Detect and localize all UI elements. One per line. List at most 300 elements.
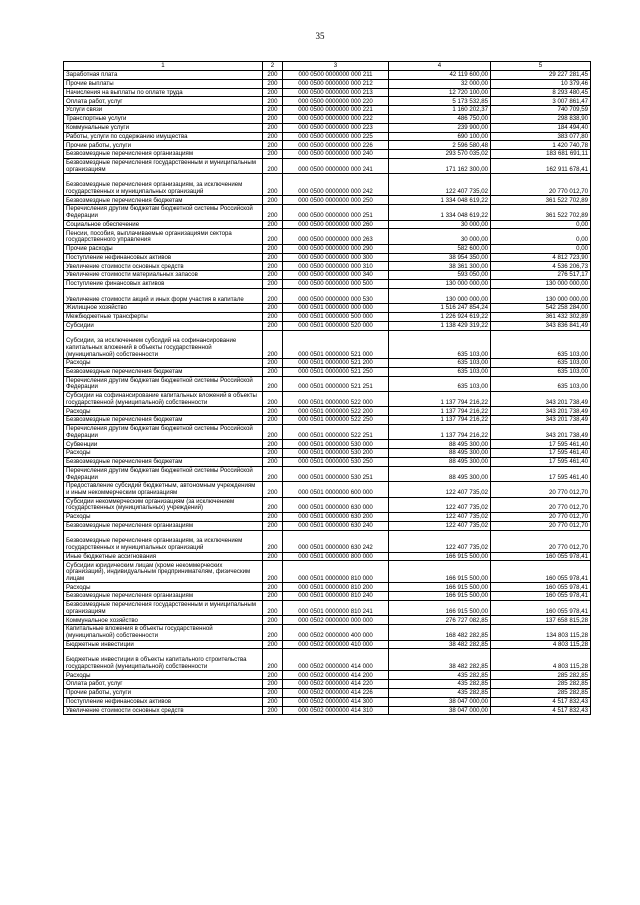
row-budget-code: 000 0502 0000000 414 300 bbox=[283, 697, 389, 706]
row-executed-amount: 160 055 978,41 bbox=[491, 592, 591, 601]
row-budget-code: 000 0501 0000000 630 240 bbox=[283, 521, 389, 530]
row-budget-code: 000 0500 0000000 000 212 bbox=[283, 79, 389, 88]
row-budget-code: 000 0502 0000000 414 200 bbox=[283, 671, 389, 680]
row-line-code: 200 bbox=[263, 482, 283, 497]
row-name: Безвозмездные перечисления организациям bbox=[64, 150, 263, 159]
row-budget-code: 000 0500 0000000 000 221 bbox=[283, 106, 389, 115]
table-row bbox=[64, 407, 591, 416]
row-name: Транспортные услуги bbox=[64, 114, 263, 123]
row-line-code: 200 bbox=[263, 625, 283, 640]
row-line-code: 200 bbox=[263, 706, 283, 715]
row-name: Предоставление субсидий бюджетным, автономным учреждениям и иным некоммерческим организациям bbox=[64, 482, 263, 497]
row-approved-amount: 88 495 300,00 bbox=[389, 466, 491, 481]
row-name: Коммунальные услуги bbox=[64, 123, 263, 132]
table-row bbox=[64, 97, 591, 106]
row-budget-code: 000 0500 0000000 000 242 bbox=[283, 174, 389, 196]
row-line-code: 200 bbox=[263, 616, 283, 625]
row-line-code: 200 bbox=[263, 497, 283, 512]
row-line-code: 200 bbox=[263, 458, 283, 467]
row-name: Оплата работ, услуг bbox=[64, 97, 263, 106]
table-row bbox=[64, 174, 591, 196]
row-approved-amount: 582 600,00 bbox=[389, 244, 491, 253]
row-line-code: 200 bbox=[263, 697, 283, 706]
row-budget-code: 000 0502 0000000 410 000 bbox=[283, 640, 389, 649]
row-executed-amount: 160 055 978,41 bbox=[491, 561, 591, 583]
row-name: Заработная плата bbox=[64, 71, 263, 80]
row-name: Безвозмездные перечисления государственным и муниципальным организациям bbox=[64, 601, 263, 616]
table-row bbox=[64, 592, 591, 601]
table-row bbox=[64, 321, 591, 330]
row-name: Поступление финансовых активов bbox=[64, 279, 263, 288]
row-approved-amount: 1 334 048 619,22 bbox=[389, 196, 491, 205]
table-row bbox=[64, 497, 591, 512]
table-row bbox=[64, 530, 591, 552]
row-budget-code: 000 0500 0000000 000 500 bbox=[283, 279, 389, 288]
row-name: Безвозмездные перечисления бюджетам bbox=[64, 416, 263, 425]
row-approved-amount: 38 047 000,00 bbox=[389, 697, 491, 706]
row-budget-code: 000 0501 0000000 521 251 bbox=[283, 376, 389, 391]
row-approved-amount: 1 138 429 319,22 bbox=[389, 321, 491, 330]
row-name: Безвозмездные перечисления бюджетам bbox=[64, 196, 263, 205]
row-name: Капитальные вложения в объекты государственной (муниципальной) собственности bbox=[64, 625, 263, 640]
row-executed-amount: 285 282,85 bbox=[491, 671, 591, 680]
row-line-code: 200 bbox=[263, 114, 283, 123]
row-name: Бюджетные инвестиции в объекты капитального строительства государственной (муниципальной) собственности bbox=[64, 649, 263, 671]
row-executed-amount: 635 103,00 bbox=[491, 359, 591, 368]
row-executed-amount: 162 911 678,41 bbox=[491, 158, 591, 173]
row-executed-amount: 130 000 000,00 bbox=[491, 279, 591, 288]
row-line-code: 200 bbox=[263, 196, 283, 205]
row-approved-amount: 486 750,00 bbox=[389, 114, 491, 123]
row-name: Услуги связи bbox=[64, 106, 263, 115]
row-executed-amount: 20 770 012,70 bbox=[491, 521, 591, 530]
row-approved-amount: 1 137 794 216,22 bbox=[389, 407, 491, 416]
table-row bbox=[64, 88, 591, 97]
row-budget-code: 000 0502 0000000 414 226 bbox=[283, 688, 389, 697]
row-name: Социальное обеспечение bbox=[64, 220, 263, 229]
table-row bbox=[64, 71, 591, 80]
row-budget-code: 000 0500 0000000 000 241 bbox=[283, 158, 389, 173]
column-header-5: 5 bbox=[491, 62, 591, 71]
row-budget-code: 000 0501 0000000 530 250 bbox=[283, 458, 389, 467]
row-budget-code: 000 0500 0000000 000 340 bbox=[283, 271, 389, 280]
row-name: Поступление нефинансовых активов bbox=[64, 253, 263, 262]
row-approved-amount: 166 915 500,00 bbox=[389, 601, 491, 616]
table-row bbox=[64, 697, 591, 706]
table-row bbox=[64, 458, 591, 467]
row-name: Субсидии некоммерческим организациям (за исключением государственных (муниципальных) учреждений) bbox=[64, 497, 263, 512]
row-approved-amount: 239 900,00 bbox=[389, 123, 491, 132]
table-row bbox=[64, 671, 591, 680]
row-executed-amount: 137 658 815,28 bbox=[491, 616, 591, 625]
row-line-code: 200 bbox=[263, 561, 283, 583]
row-line-code: 200 bbox=[263, 79, 283, 88]
row-line-code: 200 bbox=[263, 330, 283, 359]
row-approved-amount: 130 000 000,00 bbox=[389, 288, 491, 303]
row-approved-amount: 1 334 048 619,22 bbox=[389, 205, 491, 220]
row-line-code: 200 bbox=[263, 592, 283, 601]
row-budget-code: 000 0501 0000000 520 000 bbox=[283, 321, 389, 330]
row-line-code: 200 bbox=[263, 601, 283, 616]
row-name: Прочие расходы bbox=[64, 244, 263, 253]
row-executed-amount: 343 201 738,49 bbox=[491, 425, 591, 440]
row-name: Коммунальное хозяйство bbox=[64, 616, 263, 625]
row-approved-amount: 1 137 794 216,22 bbox=[389, 392, 491, 407]
row-approved-amount: 168 482 282,85 bbox=[389, 625, 491, 640]
row-approved-amount: 690 100,00 bbox=[389, 132, 491, 141]
table-row bbox=[64, 262, 591, 271]
row-name: Перечисления другим бюджетам бюджетной системы Российской Федерации bbox=[64, 376, 263, 391]
row-name: Расходы bbox=[64, 407, 263, 416]
row-executed-amount: 8 293 480,45 bbox=[491, 88, 591, 97]
row-name: Увеличение стоимости акций и иных форм участия в капитале bbox=[64, 288, 263, 303]
row-budget-code: 000 0501 0000000 530 251 bbox=[283, 466, 389, 481]
row-name: Бюджетные инвестиции bbox=[64, 640, 263, 649]
row-budget-code: 000 0501 0000000 530 000 bbox=[283, 440, 389, 449]
row-line-code: 200 bbox=[263, 640, 283, 649]
row-executed-amount: 361 432 302,89 bbox=[491, 312, 591, 321]
table-row bbox=[64, 359, 591, 368]
row-line-code: 200 bbox=[263, 174, 283, 196]
row-budget-code: 000 0500 0000000 000 310 bbox=[283, 262, 389, 271]
row-name: Жилищное хозяйство bbox=[64, 304, 263, 313]
table-row bbox=[64, 616, 591, 625]
row-approved-amount: 30 000,00 bbox=[389, 220, 491, 229]
row-name: Субвенции bbox=[64, 440, 263, 449]
table-row bbox=[64, 583, 591, 592]
table-row bbox=[64, 279, 591, 288]
row-approved-amount: 122 407 735,02 bbox=[389, 530, 491, 552]
table-row bbox=[64, 521, 591, 530]
row-executed-amount: 160 055 978,41 bbox=[491, 552, 591, 561]
row-budget-code: 000 0501 0000000 000 000 bbox=[283, 304, 389, 313]
row-budget-code: 000 0500 0000000 000 290 bbox=[283, 244, 389, 253]
budget-execution-table bbox=[63, 61, 591, 715]
table-row bbox=[64, 640, 591, 649]
row-approved-amount: 635 103,00 bbox=[389, 359, 491, 368]
row-budget-code: 000 0501 0000000 810 000 bbox=[283, 561, 389, 583]
row-line-code: 200 bbox=[263, 244, 283, 253]
table-row bbox=[64, 680, 591, 689]
table-row bbox=[64, 466, 591, 481]
row-executed-amount: 160 055 978,41 bbox=[491, 601, 591, 616]
row-budget-code: 000 0501 0000000 810 200 bbox=[283, 583, 389, 592]
row-approved-amount: 435 282,85 bbox=[389, 688, 491, 697]
row-executed-amount: 10 379,46 bbox=[491, 79, 591, 88]
row-approved-amount: 166 915 500,00 bbox=[389, 561, 491, 583]
row-approved-amount: 635 103,00 bbox=[389, 376, 491, 391]
row-line-code: 200 bbox=[263, 150, 283, 159]
row-executed-amount: 130 000 000,00 bbox=[491, 288, 591, 303]
table-row bbox=[64, 288, 591, 303]
row-budget-code: 000 0500 0000000 000 240 bbox=[283, 150, 389, 159]
row-approved-amount: 88 495 300,00 bbox=[389, 440, 491, 449]
row-executed-amount: 183 681 691,11 bbox=[491, 150, 591, 159]
row-line-code: 200 bbox=[263, 671, 283, 680]
row-line-code: 200 bbox=[263, 649, 283, 671]
row-executed-amount: 0,00 bbox=[491, 244, 591, 253]
row-budget-code: 000 0502 0000000 414 220 bbox=[283, 680, 389, 689]
row-executed-amount: 635 103,00 bbox=[491, 376, 591, 391]
table-row bbox=[64, 158, 591, 173]
row-executed-amount: 3 007 861,47 bbox=[491, 97, 591, 106]
row-executed-amount: 184 494,40 bbox=[491, 123, 591, 132]
table-row bbox=[64, 425, 591, 440]
row-executed-amount: 17 595 461,40 bbox=[491, 449, 591, 458]
table-row bbox=[64, 229, 591, 244]
row-executed-amount: 361 522 702,89 bbox=[491, 205, 591, 220]
row-budget-code: 000 0501 0000000 630 242 bbox=[283, 530, 389, 552]
row-name: Перечисления другим бюджетам бюджетной системы Российской Федерации bbox=[64, 466, 263, 481]
row-executed-amount: 4 517 832,43 bbox=[491, 706, 591, 715]
row-executed-amount: 4 536 206,73 bbox=[491, 262, 591, 271]
row-line-code: 200 bbox=[263, 220, 283, 229]
row-approved-amount: 2 596 580,48 bbox=[389, 141, 491, 150]
row-budget-code: 000 0500 0000000 000 222 bbox=[283, 114, 389, 123]
row-approved-amount: 1 137 794 216,22 bbox=[389, 425, 491, 440]
row-executed-amount: 298 838,90 bbox=[491, 114, 591, 123]
row-name: Субсидии на софинансирование капитальных вложений в объекты государственной (муниципальной) собственности bbox=[64, 392, 263, 407]
table-row bbox=[64, 440, 591, 449]
row-executed-amount: 361 522 702,89 bbox=[491, 196, 591, 205]
table-row bbox=[64, 625, 591, 640]
row-approved-amount: 166 915 500,00 bbox=[389, 583, 491, 592]
table-row bbox=[64, 271, 591, 280]
row-approved-amount: 122 407 735,02 bbox=[389, 482, 491, 497]
row-approved-amount: 130 000 000,00 bbox=[389, 279, 491, 288]
row-executed-amount: 343 201 738,49 bbox=[491, 392, 591, 407]
row-executed-amount: 17 595 461,40 bbox=[491, 466, 591, 481]
row-budget-code: 000 0502 0000000 000 000 bbox=[283, 616, 389, 625]
row-approved-amount: 122 407 735,02 bbox=[389, 521, 491, 530]
row-executed-amount: 1 420 740,78 bbox=[491, 141, 591, 150]
table-row bbox=[64, 132, 591, 141]
row-budget-code: 000 0500 0000000 000 250 bbox=[283, 196, 389, 205]
table-row bbox=[64, 513, 591, 522]
row-line-code: 200 bbox=[263, 141, 283, 150]
row-budget-code: 000 0501 0000000 521 250 bbox=[283, 367, 389, 376]
row-approved-amount: 166 915 500,00 bbox=[389, 592, 491, 601]
row-line-code: 200 bbox=[263, 425, 283, 440]
row-executed-amount: 0,00 bbox=[491, 229, 591, 244]
row-budget-code: 000 0501 0000000 530 200 bbox=[283, 449, 389, 458]
row-executed-amount: 20 770 012,70 bbox=[491, 497, 591, 512]
row-line-code: 200 bbox=[263, 271, 283, 280]
table-row bbox=[64, 123, 591, 132]
table-row bbox=[64, 304, 591, 313]
table-row bbox=[64, 706, 591, 715]
table-row bbox=[64, 150, 591, 159]
row-approved-amount: 435 282,85 bbox=[389, 680, 491, 689]
row-approved-amount: 30 000,00 bbox=[389, 229, 491, 244]
row-approved-amount: 635 103,00 bbox=[389, 330, 491, 359]
row-executed-amount: 4 812 723,90 bbox=[491, 253, 591, 262]
row-line-code: 200 bbox=[263, 416, 283, 425]
row-line-code: 200 bbox=[263, 688, 283, 697]
row-approved-amount: 122 407 735,02 bbox=[389, 513, 491, 522]
row-name: Безвозмездные перечисления бюджетам bbox=[64, 458, 263, 467]
row-line-code: 200 bbox=[263, 205, 283, 220]
row-line-code: 200 bbox=[263, 466, 283, 481]
row-line-code: 200 bbox=[263, 521, 283, 530]
row-budget-code: 000 0500 0000000 000 223 bbox=[283, 123, 389, 132]
row-executed-amount: 29 227 281,45 bbox=[491, 71, 591, 80]
row-line-code: 200 bbox=[263, 530, 283, 552]
table-row bbox=[64, 244, 591, 253]
table-row bbox=[64, 601, 591, 616]
row-executed-amount: 4 803 115,28 bbox=[491, 640, 591, 649]
row-line-code: 200 bbox=[263, 680, 283, 689]
row-name: Расходы bbox=[64, 583, 263, 592]
row-budget-code: 000 0500 0000000 000 530 bbox=[283, 288, 389, 303]
row-line-code: 200 bbox=[263, 376, 283, 391]
row-executed-amount: 343 201 738,49 bbox=[491, 416, 591, 425]
row-budget-code: 000 0501 0000000 630 000 bbox=[283, 497, 389, 512]
row-line-code: 200 bbox=[263, 262, 283, 271]
row-approved-amount: 12 720 100,00 bbox=[389, 88, 491, 97]
row-budget-code: 000 0502 0000000 400 000 bbox=[283, 625, 389, 640]
row-name: Перечисления другим бюджетам бюджетной системы Российской Федерации bbox=[64, 425, 263, 440]
row-approved-amount: 593 050,00 bbox=[389, 271, 491, 280]
table-row bbox=[64, 552, 591, 561]
row-approved-amount: 293 570 035,02 bbox=[389, 150, 491, 159]
table-row bbox=[64, 561, 591, 583]
row-budget-code: 000 0500 0000000 000 251 bbox=[283, 205, 389, 220]
row-budget-code: 000 0501 0000000 522 251 bbox=[283, 425, 389, 440]
table-row bbox=[64, 330, 591, 359]
row-approved-amount: 38 047 000,00 bbox=[389, 706, 491, 715]
row-approved-amount: 1 516 247 854,24 bbox=[389, 304, 491, 313]
row-executed-amount: 20 770 012,70 bbox=[491, 513, 591, 522]
row-executed-amount: 20 770 012,70 bbox=[491, 482, 591, 497]
row-budget-code: 000 0500 0000000 000 300 bbox=[283, 253, 389, 262]
row-line-code: 200 bbox=[263, 321, 283, 330]
row-line-code: 200 bbox=[263, 158, 283, 173]
table-row bbox=[64, 253, 591, 262]
row-name: Увеличение стоимости материальных запасов bbox=[64, 271, 263, 280]
row-budget-code: 000 0500 0000000 000 260 bbox=[283, 220, 389, 229]
row-name: Расходы bbox=[64, 513, 263, 522]
row-line-code: 200 bbox=[263, 123, 283, 132]
row-executed-amount: 17 595 461,40 bbox=[491, 440, 591, 449]
row-name: Оплата работ, услуг bbox=[64, 680, 263, 689]
page-number: 35 bbox=[315, 31, 325, 41]
row-name: Начисления на выплаты по оплате труда bbox=[64, 88, 263, 97]
row-name: Расходы bbox=[64, 671, 263, 680]
row-name: Безвозмездные перечисления организациям bbox=[64, 521, 263, 530]
row-executed-amount: 160 055 978,41 bbox=[491, 583, 591, 592]
row-line-code: 200 bbox=[263, 106, 283, 115]
row-line-code: 200 bbox=[263, 253, 283, 262]
row-budget-code: 000 0502 0000000 414 310 bbox=[283, 706, 389, 715]
row-executed-amount: 4 803 115,28 bbox=[491, 649, 591, 671]
row-budget-code: 000 0501 0000000 600 000 bbox=[283, 482, 389, 497]
row-executed-amount: 0,00 bbox=[491, 220, 591, 229]
row-name: Безвозмездные перечисления бюджетам bbox=[64, 367, 263, 376]
row-approved-amount: 42 119 600,00 bbox=[389, 71, 491, 80]
row-budget-code: 000 0501 0000000 810 240 bbox=[283, 592, 389, 601]
row-approved-amount: 5 173 532,85 bbox=[389, 97, 491, 106]
column-header-3: 3 bbox=[283, 62, 389, 71]
row-line-code: 200 bbox=[263, 132, 283, 141]
table-row bbox=[64, 196, 591, 205]
column-header-4: 4 bbox=[389, 62, 491, 71]
table-row bbox=[64, 376, 591, 391]
row-approved-amount: 38 482 282,85 bbox=[389, 649, 491, 671]
row-name: Субсидии, за исключением субсидий на софинансирование капитальных вложений в объекты государственной (муниципальной) собственности bbox=[64, 330, 263, 359]
row-name: Субсидии юридическим лицам (кроме некоммерческих организаций), индивидуальным предпринимателям, физическим лицам bbox=[64, 561, 263, 583]
table-row bbox=[64, 482, 591, 497]
row-approved-amount: 122 407 735,02 bbox=[389, 497, 491, 512]
row-executed-amount: 285 282,85 bbox=[491, 688, 591, 697]
row-executed-amount: 285 282,85 bbox=[491, 680, 591, 689]
table-row bbox=[64, 106, 591, 115]
table-row bbox=[64, 79, 591, 88]
row-name: Прочие работы, услуги bbox=[64, 141, 263, 150]
row-executed-amount: 17 595 461,40 bbox=[491, 458, 591, 467]
table-header-row bbox=[64, 62, 591, 71]
column-header-1: 1 bbox=[64, 62, 263, 71]
row-name: Межбюджетные трансферты bbox=[64, 312, 263, 321]
row-budget-code: 000 0501 0000000 800 000 bbox=[283, 552, 389, 561]
row-budget-code: 000 0501 0000000 522 000 bbox=[283, 392, 389, 407]
row-line-code: 200 bbox=[263, 88, 283, 97]
row-executed-amount: 383 077,80 bbox=[491, 132, 591, 141]
table-row bbox=[64, 416, 591, 425]
row-name: Увеличение стоимости основных средств bbox=[64, 262, 263, 271]
row-name: Безвозмездные перечисления государственным и муниципальным организациям bbox=[64, 158, 263, 173]
row-line-code: 200 bbox=[263, 583, 283, 592]
row-budget-code: 000 0501 0000000 521 200 bbox=[283, 359, 389, 368]
row-name: Пенсии, пособия, выплачиваемые организациями сектора государственного управления bbox=[64, 229, 263, 244]
row-approved-amount: 1 226 924 619,22 bbox=[389, 312, 491, 321]
row-executed-amount: 740 709,59 bbox=[491, 106, 591, 115]
column-header-2: 2 bbox=[263, 62, 283, 71]
row-budget-code: 000 0500 0000000 000 225 bbox=[283, 132, 389, 141]
row-line-code: 200 bbox=[263, 367, 283, 376]
row-line-code: 200 bbox=[263, 279, 283, 288]
row-budget-code: 000 0501 0000000 810 241 bbox=[283, 601, 389, 616]
row-approved-amount: 122 407 735,02 bbox=[389, 174, 491, 196]
row-approved-amount: 38 482 282,85 bbox=[389, 640, 491, 649]
row-line-code: 200 bbox=[263, 304, 283, 313]
row-approved-amount: 1 137 794 216,22 bbox=[389, 416, 491, 425]
row-line-code: 200 bbox=[263, 359, 283, 368]
row-budget-code: 000 0502 0000000 414 000 bbox=[283, 649, 389, 671]
row-approved-amount: 38 361 300,00 bbox=[389, 262, 491, 271]
row-executed-amount: 20 770 012,70 bbox=[491, 530, 591, 552]
table-row bbox=[64, 114, 591, 123]
row-line-code: 200 bbox=[263, 449, 283, 458]
row-executed-amount: 20 770 012,70 bbox=[491, 174, 591, 196]
row-executed-amount: 542 258 284,00 bbox=[491, 304, 591, 313]
row-budget-code: 000 0501 0000000 522 250 bbox=[283, 416, 389, 425]
row-line-code: 200 bbox=[263, 97, 283, 106]
row-line-code: 200 bbox=[263, 288, 283, 303]
row-budget-code: 000 0501 0000000 630 200 bbox=[283, 513, 389, 522]
table-row bbox=[64, 141, 591, 150]
row-budget-code: 000 0500 0000000 000 211 bbox=[283, 71, 389, 80]
row-name: Перечисления другим бюджетам бюджетной системы Российской Федерации bbox=[64, 205, 263, 220]
row-line-code: 200 bbox=[263, 407, 283, 416]
row-approved-amount: 88 495 300,00 bbox=[389, 449, 491, 458]
table-row bbox=[64, 449, 591, 458]
row-budget-code: 000 0500 0000000 000 263 bbox=[283, 229, 389, 244]
table-row bbox=[64, 649, 591, 671]
row-executed-amount: 635 103,00 bbox=[491, 330, 591, 359]
table-row bbox=[64, 392, 591, 407]
row-name: Расходы bbox=[64, 449, 263, 458]
